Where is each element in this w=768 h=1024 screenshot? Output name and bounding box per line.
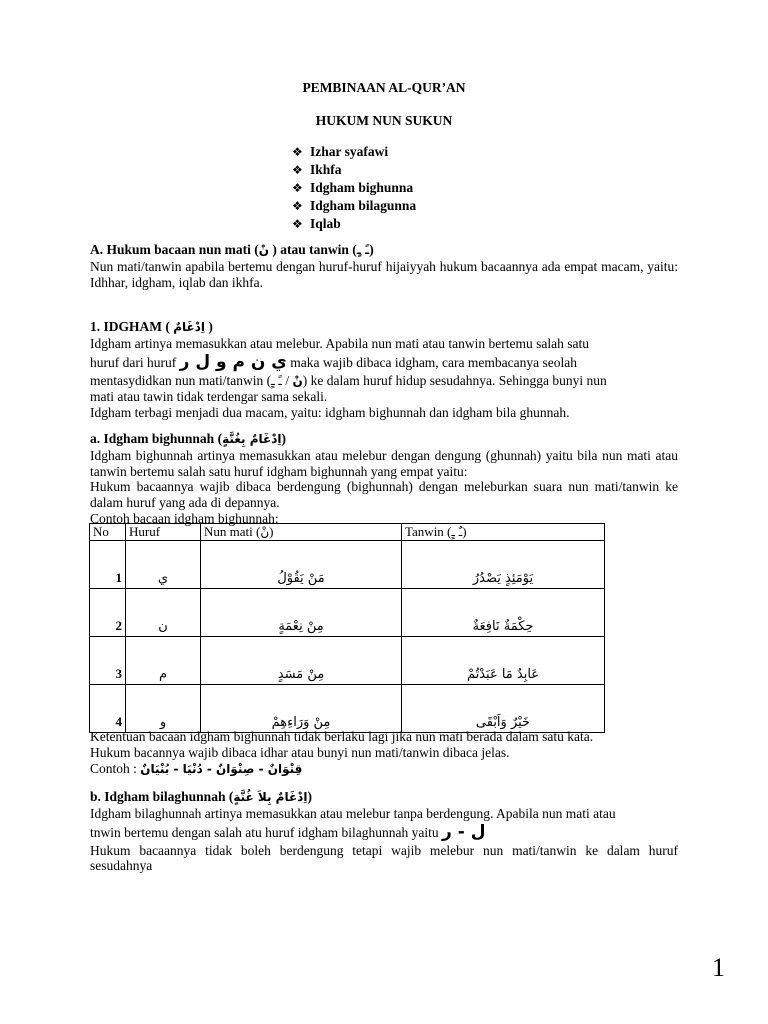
table-row: 2 ن مِنْ نِعْمَةٍ حِكْمَةٌ نَافِعَةٌ bbox=[90, 589, 605, 637]
bighunnah-section bbox=[90, 431, 678, 527]
idgham-section bbox=[90, 319, 678, 421]
list-item: ❖ Izhar syafawi bbox=[292, 144, 389, 159]
diamond-bullet-icon: ❖ bbox=[292, 199, 303, 213]
idgham-line-1: Idgham artinya memasukkan atau melebur. Apabila nun mati atau tanwin bertemu salah satu bbox=[90, 335, 589, 351]
list-item: ❖ Idgham bilagunna bbox=[292, 198, 417, 213]
bilaghunnah-heading: b. Idgham bilaghunnah (اِدْغَامٌ بِلاَ غُنَّةٍ) bbox=[90, 789, 312, 804]
ketentuan-example: Contoh : قِنْوَانٌ - صِنْوَانٌ - دُنْيَا - بُنْيَانٌ bbox=[90, 760, 303, 776]
bighunnah-p1: Idgham bighunnah artinya memasukkan atau melebur dengan dengung (ghunnah) yaitu bila nun mati atau tanwin bertemu salah satu huruf idgham bighunnah yang empat yaitu: bbox=[90, 447, 678, 479]
idgham-line-3: mentasydidkan nun mati/tanwin ( نْ / ـً ـٍ ) ke dalam huruf hidup sesudahnya. Sehingga bunyi nun bbox=[90, 372, 607, 388]
col-huruf: Huruf bbox=[126, 524, 201, 541]
diamond-bullet-icon: ❖ bbox=[292, 145, 303, 159]
page-title: PEMBINAAN AL-QUR’AN bbox=[302, 80, 466, 95]
col-no: No bbox=[90, 524, 126, 541]
idgham-line-5: Idgham terbagi menjadi dua macam, yaitu: idgham bighunnah dan idgham bila ghunnah. bbox=[90, 405, 570, 421]
bilaghunnah-line-3: Hukum bacaannya tidak boleh berdengung tetapi wajib melebur nun mati/tanwin ke dalam huruf sesudahnya bbox=[90, 842, 678, 874]
bighunnah-table bbox=[89, 523, 605, 733]
bilaghunnah-section bbox=[90, 789, 678, 874]
idgham-line-4: mati atau tawin tidak terdengar sama sekali. bbox=[90, 389, 328, 405]
col-tanwin: Tanwin (ـٌ ـٍ) bbox=[402, 524, 605, 541]
section-a bbox=[90, 242, 678, 290]
ketentuan-line-2: Hukum bacannya wajib dibaca idhar atau bunyi nun mati/tanwin dibaca jelas. bbox=[90, 744, 510, 760]
bighunnah-p2: Hukum bacaannya wajib dibaca berdengung (bighunnah) dengan meleburkan suara nun mati/tanwin ke dalam huruf yang ada di depannya. bbox=[90, 479, 678, 511]
table-header-row bbox=[90, 524, 605, 541]
diamond-bullet-icon: ❖ bbox=[292, 217, 303, 231]
diamond-bullet-icon: ❖ bbox=[292, 181, 303, 195]
bighunnah-p3: Contoh bacaan idgham bighunnah: bbox=[90, 510, 279, 526]
table-row: 4 و مِنْ وَرَاءِهِمْ خَيْرٌ وَاَبْقَى bbox=[90, 685, 605, 733]
page-number: 1 bbox=[712, 953, 725, 982]
bilaghunnah-line-1: Idgham bilaghunnah artinya memasukkan atau melebur tanpa berdengung. Apabila nun mati atau bbox=[90, 805, 616, 821]
ketentuan-line-1: Ketentuan bacaan idgham bighunnah tidak berlaku lagi jika nun mati berada dalam satu kata. bbox=[90, 729, 594, 744]
bilaghunnah-line-2: tnwin bertemu dengan salah atu huruf idgham bilaghunnah yaitu ل - ر bbox=[90, 821, 486, 842]
table-row: 3 م مِنْ مَسَدٍ عَابِدٌ مَا عَبَدْتُمْ bbox=[90, 637, 605, 685]
section-a-heading: A. Hukum bacaan nun mati (نْ ) atau tanwin (ـً ـٍ) bbox=[90, 242, 374, 257]
list-item: ❖ Ikhfa bbox=[292, 162, 342, 177]
diamond-bullet-icon: ❖ bbox=[292, 163, 303, 177]
col-nun-mati: Nun mati (نْ) bbox=[201, 524, 402, 541]
ketentuan-section bbox=[90, 729, 678, 777]
list-item: ❖ Iqlab bbox=[292, 216, 341, 231]
list-item: ❖ Idgham bighunna bbox=[292, 180, 414, 195]
table-row: 1 ي مَنْ يَقُوْلُ يَوْمَئِذٍ يَصْدُرُ bbox=[90, 541, 605, 589]
section-a-text: Nun mati/tanwin apabila bertemu dengan huruf-huruf hijaiyyah hukum bacaannya ada empat macam, yaitu: Idhhar, idgham, iqlab dan ikhfa. bbox=[90, 258, 678, 290]
idgham-heading: 1. IDGHAM ( اِدْغَامٌ ) bbox=[90, 319, 213, 334]
bighunnah-heading: a. Idgham bighunnah (اِدْغَامٌ بِغُنَّةٍ) bbox=[90, 431, 286, 446]
topic-list bbox=[292, 143, 416, 233]
idgham-line-2: huruf dari huruf ي ن م و ل ر maka wajib dibaca idgham, cara membacanya seolah bbox=[90, 351, 577, 372]
page-subtitle: HUKUM NUN SUKUN bbox=[315, 113, 453, 128]
